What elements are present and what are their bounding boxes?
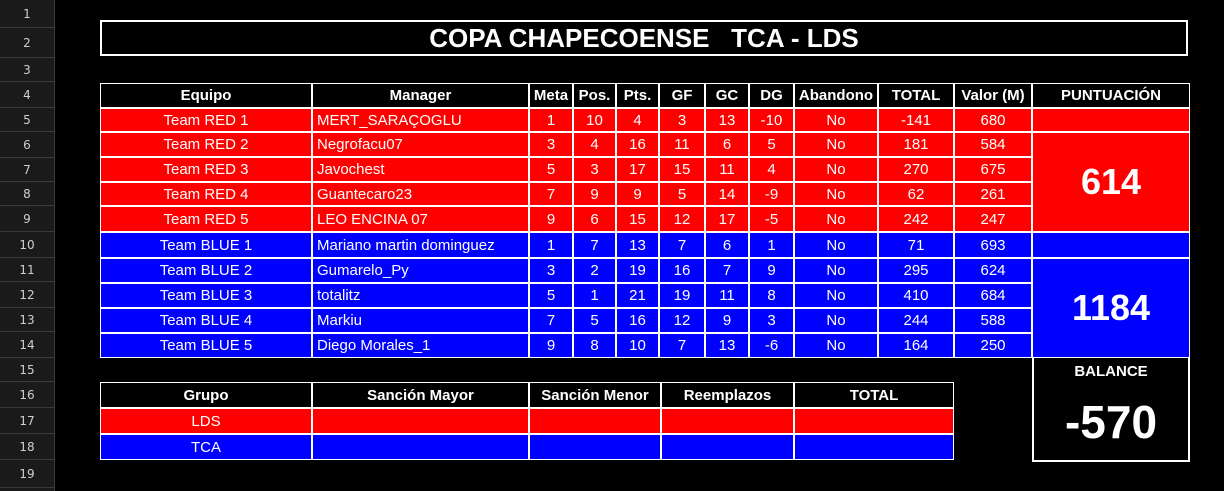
balance-label[interactable]: BALANCE xyxy=(1032,358,1190,384)
cell-gc[interactable]: 14 xyxy=(705,182,749,206)
cell-team[interactable]: Team RED 2 xyxy=(100,132,312,157)
cell-meta[interactable]: 7 xyxy=(529,308,573,333)
cell-manager[interactable]: Diego Morales_1 xyxy=(312,333,529,358)
cell-dg[interactable]: 8 xyxy=(749,283,794,308)
row-number[interactable]: 14 xyxy=(0,332,54,358)
blue-score[interactable]: 1184 xyxy=(1032,258,1190,358)
sanction-cell-sancion-mayor[interactable] xyxy=(312,434,529,460)
cell-manager[interactable]: totalitz xyxy=(312,283,529,308)
cell-gf[interactable]: 19 xyxy=(659,283,705,308)
cell-pts[interactable]: 19 xyxy=(616,258,659,283)
cell-team[interactable]: Team BLUE 1 xyxy=(100,232,312,258)
cell-pos[interactable]: 10 xyxy=(573,108,616,132)
sanction-header-grupo[interactable]: Grupo xyxy=(100,382,312,408)
cell-valor[interactable]: 624 xyxy=(954,258,1032,283)
sanction-cell-total[interactable] xyxy=(794,408,954,434)
cell-valor[interactable]: 261 xyxy=(954,182,1032,206)
sanction-cell-sancion-mayor[interactable] xyxy=(312,408,529,434)
cell-gc[interactable]: 6 xyxy=(705,132,749,157)
cell-pos[interactable]: 9 xyxy=(573,182,616,206)
row-number[interactable]: 12 xyxy=(0,282,54,308)
cell-meta[interactable]: 3 xyxy=(529,258,573,283)
balance-value[interactable]: -570 xyxy=(1032,384,1190,462)
cell-team[interactable]: Team BLUE 5 xyxy=(100,333,312,358)
cell-dg[interactable]: -6 xyxy=(749,333,794,358)
header-team[interactable]: Equipo xyxy=(100,83,312,108)
row-number[interactable]: 3 xyxy=(0,58,54,82)
cell-pos[interactable]: 3 xyxy=(573,157,616,182)
cell-manager[interactable]: MERT_SARAÇOGLU xyxy=(312,108,529,132)
cell-pos[interactable]: 2 xyxy=(573,258,616,283)
row-number[interactable]: 11 xyxy=(0,258,54,282)
cell-dg[interactable]: 1 xyxy=(749,232,794,258)
cell-team[interactable]: Team RED 1 xyxy=(100,108,312,132)
cell-total[interactable]: 71 xyxy=(878,232,954,258)
cell-total[interactable]: 410 xyxy=(878,283,954,308)
cell-meta[interactable]: 5 xyxy=(529,157,573,182)
sanction-cell-grupo[interactable]: TCA xyxy=(100,434,312,460)
cell-gf[interactable]: 7 xyxy=(659,333,705,358)
cell-team[interactable]: Team BLUE 2 xyxy=(100,258,312,283)
cell-team[interactable]: Team RED 5 xyxy=(100,206,312,232)
cell-abandono[interactable]: No xyxy=(794,108,878,132)
cell-dg[interactable]: 9 xyxy=(749,258,794,283)
cell-abandono[interactable]: No xyxy=(794,132,878,157)
row-number[interactable]: 5 xyxy=(0,108,54,132)
cell-meta[interactable]: 5 xyxy=(529,283,573,308)
header-total[interactable]: TOTAL xyxy=(878,83,954,108)
cell-valor[interactable]: 675 xyxy=(954,157,1032,182)
row-number[interactable]: 19 xyxy=(0,460,54,488)
cell-abandono[interactable]: No xyxy=(794,232,878,258)
cell-meta[interactable]: 1 xyxy=(529,232,573,258)
cell-gc[interactable]: 11 xyxy=(705,283,749,308)
cell-gc[interactable]: 13 xyxy=(705,333,749,358)
row-number[interactable]: 2 xyxy=(0,28,54,58)
sanction-cell-sancion-menor[interactable] xyxy=(529,408,661,434)
cell-gf[interactable]: 3 xyxy=(659,108,705,132)
sanction-cell-grupo[interactable]: LDS xyxy=(100,408,312,434)
header-gc[interactable]: GC xyxy=(705,83,749,108)
cell-abandono[interactable]: No xyxy=(794,157,878,182)
cell-dg[interactable]: 5 xyxy=(749,132,794,157)
cell-meta[interactable]: 9 xyxy=(529,333,573,358)
cell-valor[interactable]: 693 xyxy=(954,232,1032,258)
cell-gf[interactable]: 12 xyxy=(659,308,705,333)
cell-valor[interactable]: 250 xyxy=(954,333,1032,358)
cell-pts[interactable]: 16 xyxy=(616,308,659,333)
cell-gc[interactable]: 11 xyxy=(705,157,749,182)
cell-valor[interactable]: 684 xyxy=(954,283,1032,308)
cell-dg[interactable]: 4 xyxy=(749,157,794,182)
cell-abandono[interactable]: No xyxy=(794,308,878,333)
sanction-cell-reemplazos[interactable] xyxy=(661,434,794,460)
red-score-spacer[interactable] xyxy=(1032,108,1190,132)
cell-meta[interactable]: 1 xyxy=(529,108,573,132)
row-number[interactable]: 10 xyxy=(0,232,54,258)
cell-pos[interactable]: 1 xyxy=(573,283,616,308)
cell-abandono[interactable]: No xyxy=(794,258,878,283)
row-number[interactable]: 17 xyxy=(0,408,54,434)
cell-gc[interactable]: 13 xyxy=(705,108,749,132)
cell-pos[interactable]: 5 xyxy=(573,308,616,333)
cell-manager[interactable]: Negrofacu07 xyxy=(312,132,529,157)
blue-score-spacer[interactable] xyxy=(1032,232,1190,258)
cell-gf[interactable]: 12 xyxy=(659,206,705,232)
cell-total[interactable]: 181 xyxy=(878,132,954,157)
row-number[interactable]: 1 xyxy=(0,0,54,28)
cell-total[interactable]: 164 xyxy=(878,333,954,358)
cell-dg[interactable]: 3 xyxy=(749,308,794,333)
cell-gf[interactable]: 16 xyxy=(659,258,705,283)
row-number[interactable]: 4 xyxy=(0,82,54,108)
cell-valor[interactable]: 588 xyxy=(954,308,1032,333)
cell-team[interactable]: Team RED 3 xyxy=(100,157,312,182)
row-number[interactable]: 16 xyxy=(0,382,54,408)
header-abandono[interactable]: Abandono xyxy=(794,83,878,108)
cell-gc[interactable]: 9 xyxy=(705,308,749,333)
cell-team[interactable]: Team BLUE 4 xyxy=(100,308,312,333)
sanction-cell-sancion-menor[interactable] xyxy=(529,434,661,460)
row-number[interactable]: 6 xyxy=(0,132,54,158)
cell-abandono[interactable]: No xyxy=(794,283,878,308)
cell-total[interactable]: -141 xyxy=(878,108,954,132)
cell-meta[interactable]: 9 xyxy=(529,206,573,232)
cell-dg[interactable]: -10 xyxy=(749,108,794,132)
row-number[interactable]: 7 xyxy=(0,158,54,182)
cell-team[interactable]: Team RED 4 xyxy=(100,182,312,206)
cell-abandono[interactable]: No xyxy=(794,182,878,206)
cell-total[interactable]: 270 xyxy=(878,157,954,182)
cell-total[interactable]: 62 xyxy=(878,182,954,206)
header-dg[interactable]: DG xyxy=(749,83,794,108)
cell-gf[interactable]: 11 xyxy=(659,132,705,157)
cell-total[interactable]: 244 xyxy=(878,308,954,333)
cell-manager[interactable]: Guantecaro23 xyxy=(312,182,529,206)
row-header-column xyxy=(0,0,55,491)
cell-manager[interactable]: LEO ENCINA 07 xyxy=(312,206,529,232)
row-number[interactable]: 18 xyxy=(0,434,54,460)
cell-manager[interactable]: Markiu xyxy=(312,308,529,333)
cell-manager[interactable]: Gumarelo_Py xyxy=(312,258,529,283)
cell-pts[interactable]: 15 xyxy=(616,206,659,232)
page-title: COPA CHAPECOENSE TCA - LDS xyxy=(100,20,1188,56)
cell-pos[interactable]: 7 xyxy=(573,232,616,258)
cell-pos[interactable]: 4 xyxy=(573,132,616,157)
row-number[interactable]: 9 xyxy=(0,206,54,232)
cell-gc[interactable]: 6 xyxy=(705,232,749,258)
cell-pts[interactable]: 9 xyxy=(616,182,659,206)
cell-gf[interactable]: 5 xyxy=(659,182,705,206)
cell-valor[interactable]: 247 xyxy=(954,206,1032,232)
cell-manager[interactable]: Mariano martin dominguez xyxy=(312,232,529,258)
red-score[interactable]: 614 xyxy=(1032,132,1190,232)
cell-pos[interactable]: 6 xyxy=(573,206,616,232)
header-manager[interactable]: Manager xyxy=(312,83,529,108)
cell-total[interactable]: 242 xyxy=(878,206,954,232)
cell-pts[interactable]: 21 xyxy=(616,283,659,308)
cell-pts[interactable]: 10 xyxy=(616,333,659,358)
cell-gf[interactable]: 7 xyxy=(659,232,705,258)
cell-meta[interactable]: 7 xyxy=(529,182,573,206)
header-pts[interactable]: Pts. xyxy=(616,83,659,108)
row-number[interactable]: 13 xyxy=(0,308,54,332)
cell-meta[interactable]: 3 xyxy=(529,132,573,157)
cell-total[interactable]: 295 xyxy=(878,258,954,283)
sanction-header-sancion-mayor[interactable]: Sanción Mayor xyxy=(312,382,529,408)
row-number[interactable]: 8 xyxy=(0,182,54,206)
header-valor[interactable]: Valor (M) xyxy=(954,83,1032,108)
cell-gc[interactable]: 17 xyxy=(705,206,749,232)
cell-abandono[interactable]: No xyxy=(794,206,878,232)
cell-pts[interactable]: 4 xyxy=(616,108,659,132)
puntuacion-header[interactable]: PUNTUACIÓN xyxy=(1032,83,1190,108)
sanction-header-total[interactable]: TOTAL xyxy=(794,382,954,408)
header-gf[interactable]: GF xyxy=(659,83,705,108)
cell-valor[interactable]: 584 xyxy=(954,132,1032,157)
row-number[interactable]: 15 xyxy=(0,358,54,382)
cell-pts[interactable]: 16 xyxy=(616,132,659,157)
cell-valor[interactable]: 680 xyxy=(954,108,1032,132)
cell-team[interactable]: Team BLUE 3 xyxy=(100,283,312,308)
cell-gc[interactable]: 7 xyxy=(705,258,749,283)
cell-dg[interactable]: -9 xyxy=(749,182,794,206)
cell-abandono[interactable]: No xyxy=(794,333,878,358)
cell-dg[interactable]: -5 xyxy=(749,206,794,232)
header-meta[interactable]: Meta xyxy=(529,83,573,108)
cell-gf[interactable]: 15 xyxy=(659,157,705,182)
sanction-header-sancion-menor[interactable]: Sanción Menor xyxy=(529,382,661,408)
cell-pts[interactable]: 13 xyxy=(616,232,659,258)
sanction-cell-reemplazos[interactable] xyxy=(661,408,794,434)
header-pos[interactable]: Pos. xyxy=(573,83,616,108)
sanction-header-reemplazos[interactable]: Reemplazos xyxy=(661,382,794,408)
sanction-cell-total[interactable] xyxy=(794,434,954,460)
cell-manager[interactable]: Javochest xyxy=(312,157,529,182)
cell-pos[interactable]: 8 xyxy=(573,333,616,358)
cell-pts[interactable]: 17 xyxy=(616,157,659,182)
